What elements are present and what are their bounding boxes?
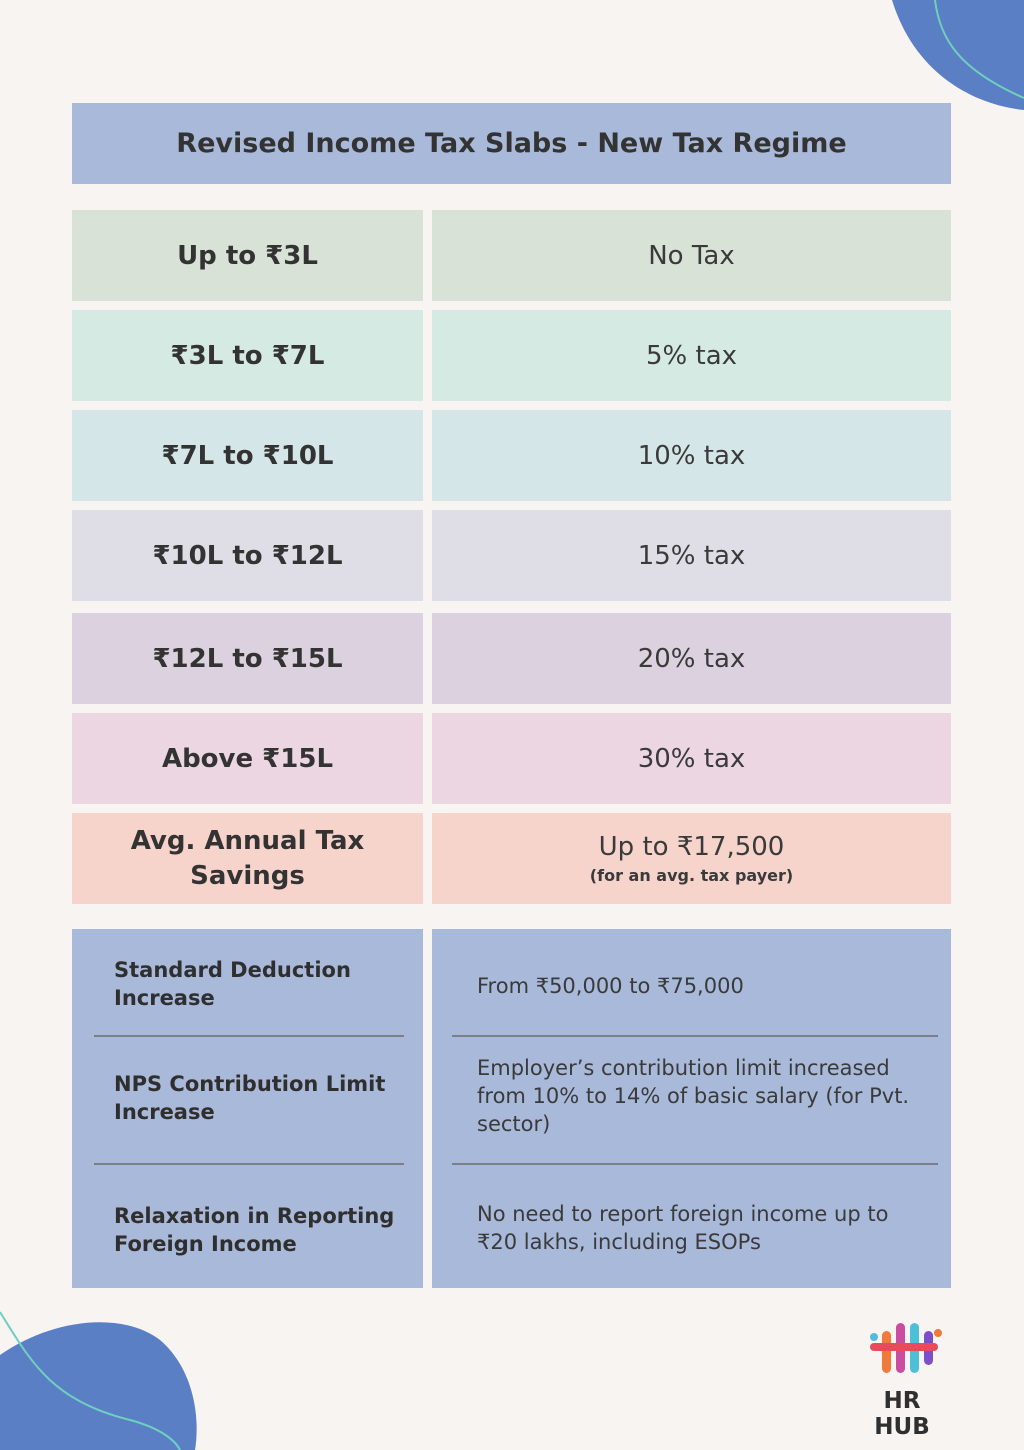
changes-labels-panel bbox=[72, 929, 423, 1288]
brand-name: HR HUB bbox=[874, 1388, 930, 1440]
change-value-standard-deduction: From ₹50,000 to ₹75,000 bbox=[477, 974, 744, 998]
slab-income-range: Above ₹15L bbox=[72, 713, 423, 804]
savings-label: Avg. Annual Tax Savings bbox=[72, 813, 423, 904]
slab-tax-rate: No Tax bbox=[432, 210, 951, 301]
slab-income-range: Up to ₹3L bbox=[72, 210, 423, 301]
page-title: Revised Income Tax Slabs - New Tax Regime bbox=[72, 103, 951, 184]
slab-income-range: ₹7L to ₹10L bbox=[72, 410, 423, 501]
tax-slab-row bbox=[72, 613, 951, 704]
divider bbox=[452, 1163, 938, 1165]
savings-value: Up to ₹17,500 bbox=[598, 832, 785, 862]
top-right-curve bbox=[935, 0, 1024, 98]
slab-tax-rate: 20% tax bbox=[432, 613, 951, 704]
change-label-standard-deduction: Standard Deduction Increase bbox=[114, 958, 351, 1010]
savings-value-cell bbox=[432, 813, 951, 904]
change-value-nps: Employer’s contribution limit increased from 10% to 14% of basic salary (for Pvt. sector) bbox=[477, 1056, 910, 1136]
divider bbox=[94, 1163, 404, 1165]
slab-tax-rate: 30% tax bbox=[432, 713, 951, 804]
slab-income-range: ₹12L to ₹15L bbox=[72, 613, 423, 704]
change-label-nps: NPS Contribution Limit Increase bbox=[114, 1072, 386, 1124]
slab-tax-rate: 10% tax bbox=[432, 410, 951, 501]
savings-note: (for an avg. tax payer) bbox=[589, 866, 794, 885]
tax-slab-row bbox=[72, 510, 951, 601]
change-value-foreign-income: No need to report foreign income up to ₹20 lakhs, including ESOPs bbox=[477, 1202, 889, 1254]
change-label-foreign-income: Relaxation in Reporting Foreign Income bbox=[114, 1204, 395, 1256]
slab-tax-rate: 5% tax bbox=[432, 310, 951, 401]
top-right-blob bbox=[892, 0, 1024, 110]
savings-row bbox=[72, 813, 951, 904]
slab-income-range: ₹3L to ₹7L bbox=[72, 310, 423, 401]
bottom-left-blob bbox=[0, 1322, 197, 1450]
tax-slab-row bbox=[72, 310, 951, 401]
slab-income-range: ₹10L to ₹12L bbox=[72, 510, 423, 601]
tax-slab-row bbox=[72, 410, 951, 501]
slab-tax-rate: 15% tax bbox=[432, 510, 951, 601]
changes-values-panel bbox=[432, 929, 951, 1288]
divider bbox=[94, 1035, 404, 1037]
tax-slab-row bbox=[72, 713, 951, 804]
divider bbox=[452, 1035, 938, 1037]
tax-slab-row bbox=[72, 210, 951, 301]
bottom-left-curve bbox=[0, 1312, 180, 1450]
